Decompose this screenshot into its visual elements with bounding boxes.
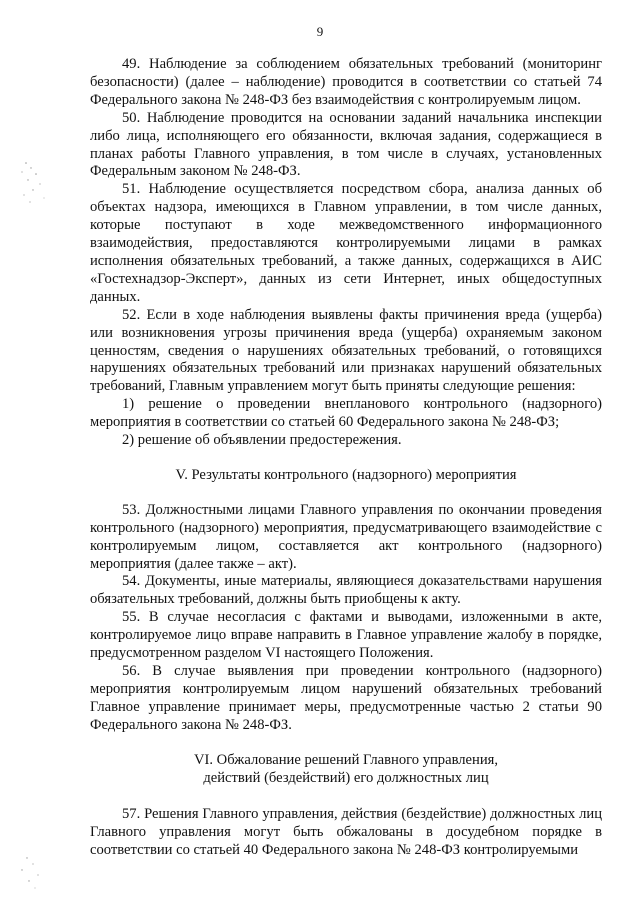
section-vi-heading-line-1: VI. Обжалование решений Главного управления, [193, 751, 499, 768]
paragraph-52-item-2: 2) решение об объявлении предостережения. [122, 432, 402, 449]
paragraph-57: 57. Решения Главного управления, действия (бездействие) должностных лиц Главного управления могут быть обжалованы в досудебном порядке в соответствии со статьей 40 Федерального закона № 248-ФЗ контролируемыми [90, 806, 602, 859]
document-body [90, 56, 602, 860]
paragraph-55: 55. В случае несогласия с фактами и выводами, изложенными в акте, контролируемое лицо вправе направить в Главное управление жалобу в порядке, предусмотренном разделом VI настоящего Положения. [90, 609, 602, 662]
section-vi-heading [90, 752, 602, 788]
page-number: 9 [316, 24, 324, 39]
section-v-heading: V. Результаты контрольного (надзорного) мероприятия [175, 466, 517, 483]
paragraph-49: 49. Наблюдение за соблюдением обязательных требований (мониторинг безопасности) (далее – наблюдение) проводится в соответствии со статьей 74 Федерального закона № 248-ФЗ без взаимодействия с контролируемым лицом. [90, 56, 602, 108]
paragraph-51: 51. Наблюдение осуществляется посредством сбора, анализа данных об объектах надзора, имеющихся в Главном управлении, в том числе данных, которые поступают в ходе межведомственного информационного взаимодействия, предоставляются контролируемыми лицами в рамках исполнения обязательных требований, а также данных, содержащихся в АИС «Гостехнадзор-Эксперт», данных из сети Интернет, иных общедоступных данных. [90, 181, 602, 305]
paragraph-50: 50. Наблюдение проводится на основании заданий начальника инспекции либо лица, исполняющего его обязанности, включая задания, содержащиеся в планах работы Главного управления, в том числе в случаях, установленных Федеральным законом № 248-ФЗ. [90, 109, 602, 180]
section-vi-heading-line-2: действий (бездействий) его должностных лиц [203, 769, 489, 786]
paragraph-52: 52. Если в ходе наблюдения выявлены факты причинения вреда (ущерба) или возникновения угрозы причинения вреда (ущерба) охраняемым законом ценностям, сведения о нарушениях обязательных требований, о готовящихся нарушениях обязательных требований или признаках нарушений обязательных требований, Главным управлением могут быть приняты следующие решения: [90, 306, 602, 395]
paragraph-53: 53. Должностными лицами Главного управления по окончании проведения контрольного (надзорного) мероприятия, предусматривающего взаимодействие с контролируемым лицом, составляется акт контрольного (надзорного) мероприятия (далее также – акт). [90, 501, 602, 572]
paragraph-56: 56. В случае выявления при проведении контрольного (надзорного) мероприятия контролируемым лицом нарушений обязательных требований Главное управление принимает меры, предусмотренные частью 2 статьи 90 Федерального закона № 248-ФЗ. [90, 663, 602, 733]
paragraph-54: 54. Документы, иные материалы, являющиеся доказательствами нарушения обязательных требований, должны быть приобщены к акту. [90, 573, 602, 608]
paragraph-52-item-1: 1) решение о проведении внепланового контрольного (надзорного) мероприятия в соответствии со статьей 60 Федерального закона № 248-ФЗ; [90, 396, 602, 431]
